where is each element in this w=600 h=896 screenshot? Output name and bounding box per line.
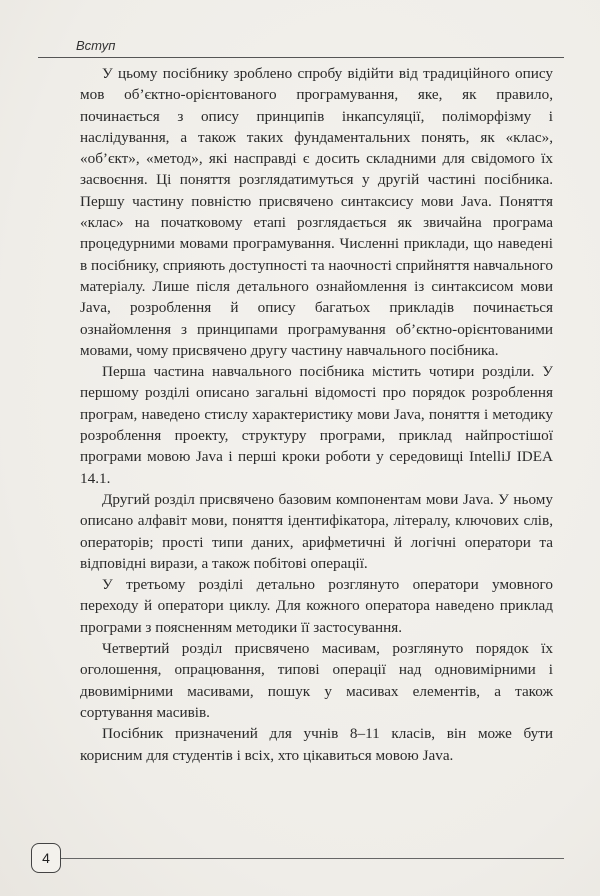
page-body <box>80 63 553 766</box>
footer-rule <box>61 858 564 859</box>
paragraph-intro: У цьому посібнику зроблено спробу відійти від традиційного опису мов об’єктно-орієнтованого програмування, яке, як правило, починається з опису принципів інкапсуляції, поліморфізму і наслідування, а також таких фундаментальних понять, як «клас», «об’єкт», «метод», які насправді є досить складними для свідомого їх засвоєння. Ці поняття розглядатимуться у другій частині посібника. Першу частину повністю присвячено синтаксису мови Java. Поняття «клас» на початковому етапі розглядається як звичайна програма процедурними мовами програмування. Численні приклади, що наведені в посібнику, сприяють доступності та наочності сприйняття навчального матеріалу. Лише після детального ознайомлення із синтаксисом мови Java, розроблення й опису багатьох прикладів починається ознайомлення з принципами програмування об’єктно-орієнтованими мовами, чому присвячено другу частину навчального посібника. <box>80 65 553 359</box>
paragraph-part-one: Перша частина навчального посібника містить чотири розділи. У першому розділі описано загальні відомості про порядок розроблення програм, наведено стислу характеристику мови Java, поняття і методику розроблення проекту, структуру програми, приклад найпростішої програми мовою Java і перші кроки роботи у середовищі IntelliJ IDEA 14.1. <box>80 363 553 487</box>
page-number: 4 <box>31 843 61 873</box>
paragraph-chapter-four: Четвертий розділ присвячено масивам, розглянуто порядок їх оголошення, опрацювання, типові операції над одновимірними і двовимірними масивами, пошук у масивах елементів, а також сортування масивів. <box>80 640 553 721</box>
header-rule <box>38 57 564 58</box>
running-header: Вступ <box>76 38 116 53</box>
paragraph-audience: Посібник призначений для учнів 8–11 класів, він може бути корисним для студентів і всіх, хто цікавиться мовою Java. <box>80 725 553 764</box>
paragraph-chapter-three: У третьому розділі детально розглянуто оператори умовного переходу й оператори циклу. Для кожного оператора наведено приклад програми з поясненням методики її застосування. <box>80 576 553 636</box>
paragraph-chapter-two: Другий розділ присвячено базовим компонентам мови Java. У ньому описано алфавіт мови, поняття ідентифікатора, літералу, ключових слів, операторів; прості типи даних, арифметичні й логічні оператори та відповідні вирази, а також побітові операції. <box>80 490 553 572</box>
